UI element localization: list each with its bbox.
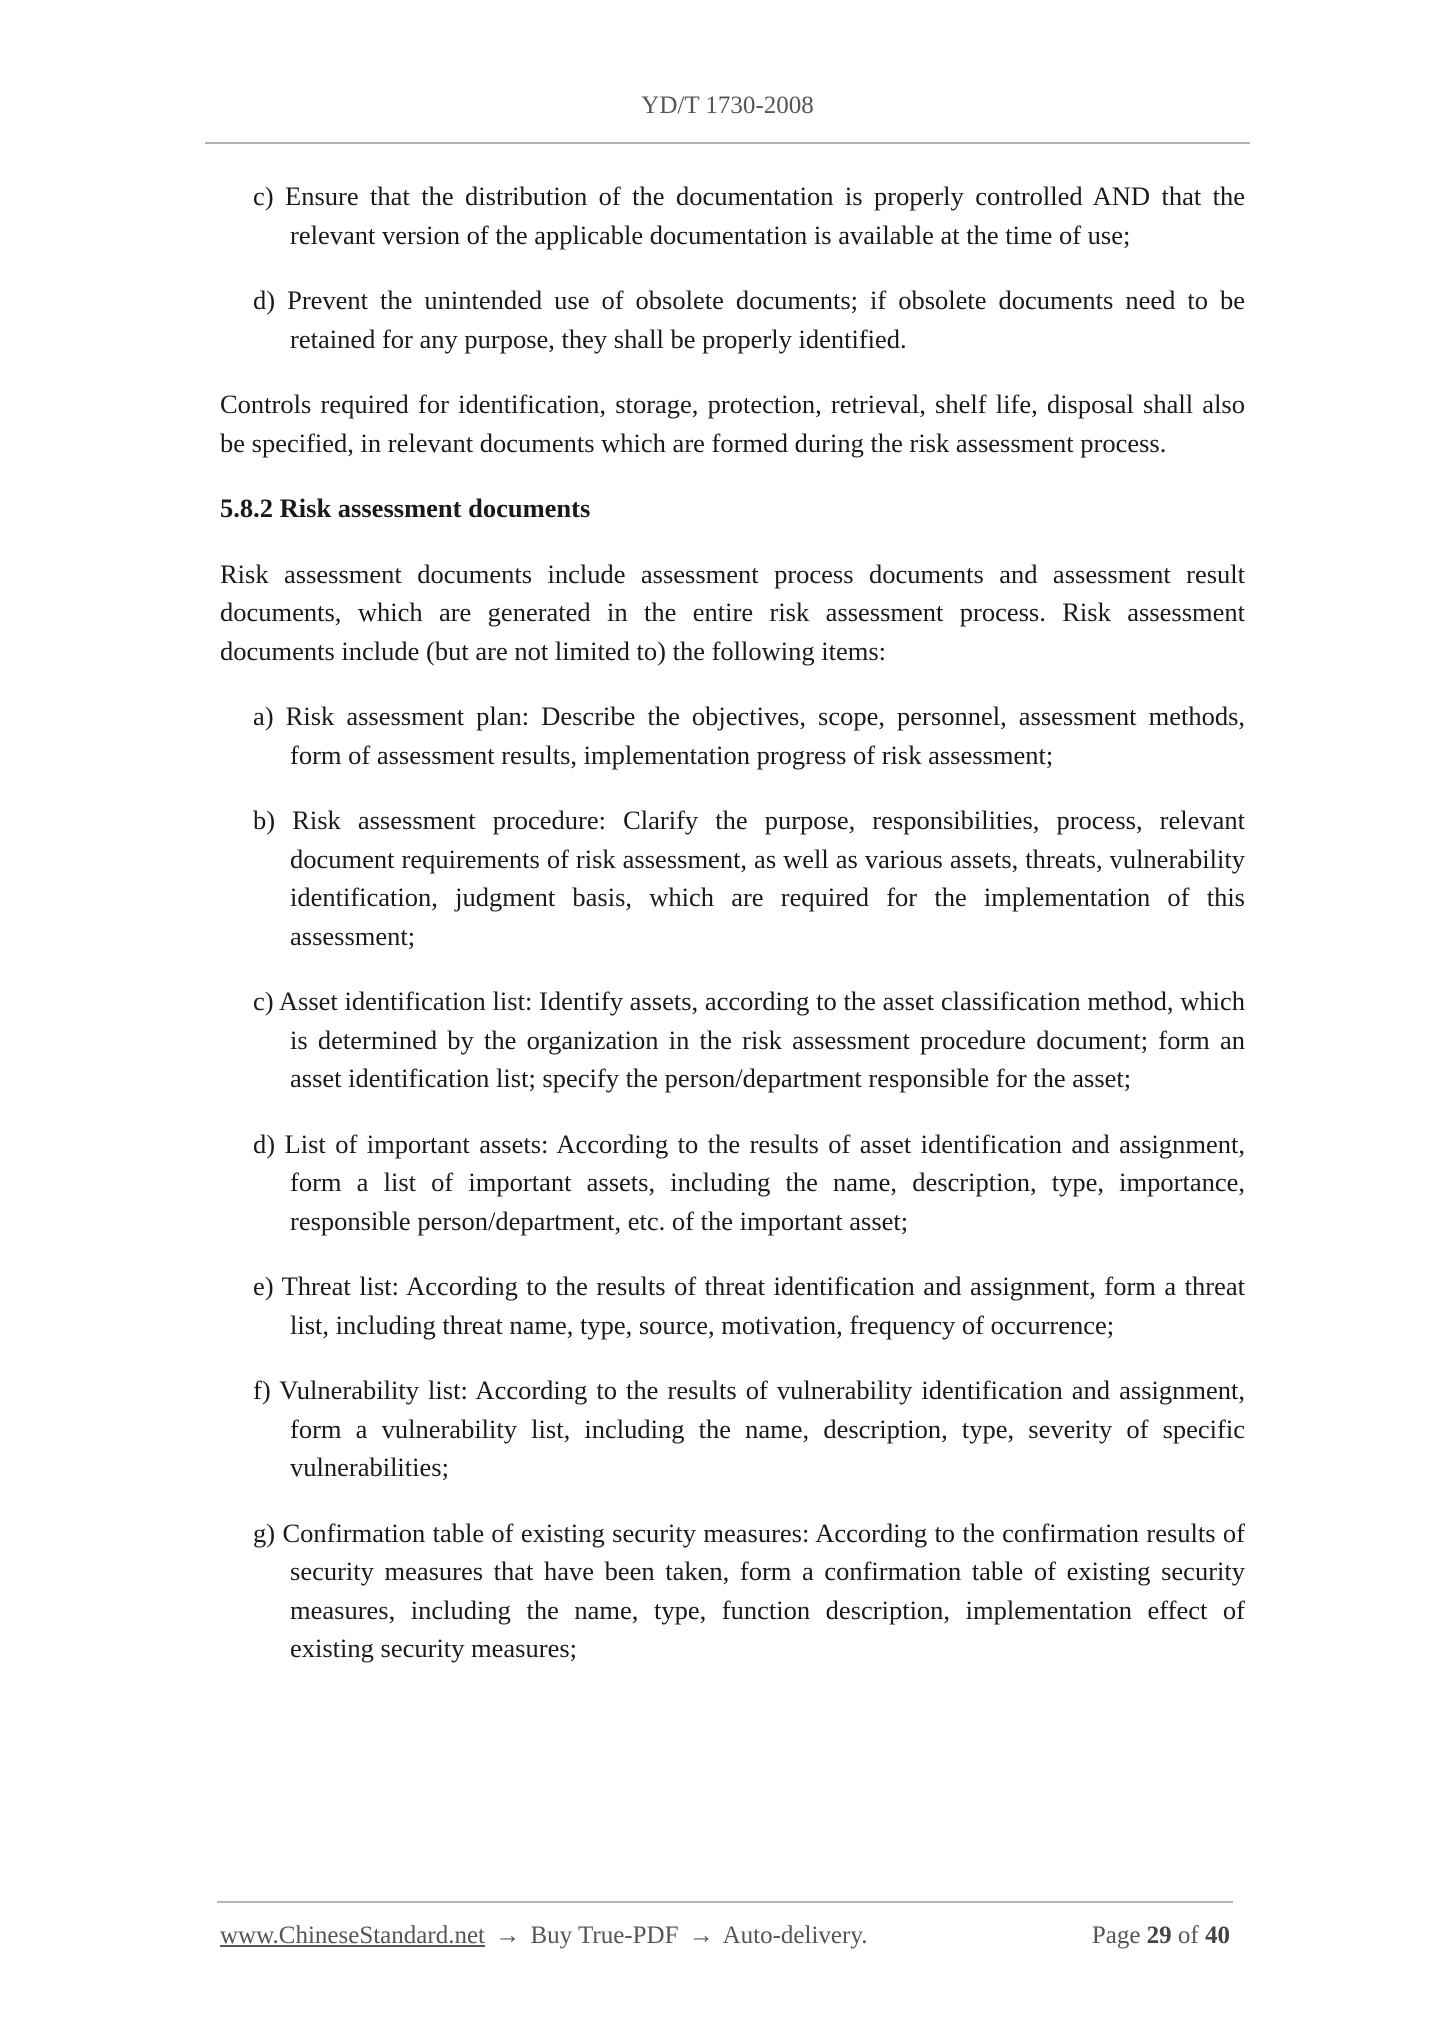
list-text: List of important assets: According to the results of asset identification and assignment, form a list of important assets, including the name, description, type, importance, responsible person/department, etc. of the important asset;	[284, 1128, 1245, 1236]
paragraph-intro: Risk assessment documents include assessment process documents and assessment result documents, which are generated in the entire risk assessment process. Risk assessment documents include (but are not limited to) the following items:	[220, 558, 1245, 666]
list-text: Vulnerability list: According to the results of vulnerability identification and assignment, form a vulnerability list, including the name, description, type, severity of specific vulnerabilities;	[279, 1375, 1245, 1482]
list-text: Prevent the unintended use of obsolete documents; if obsolete documents need to be retained for any purpose, they shall be properly identified.	[287, 285, 1245, 354]
website-link[interactable]: www.ChineseStandard.net	[220, 1922, 485, 1949]
list-item	[220, 1125, 1245, 1241]
list-item	[220, 1371, 1245, 1487]
list-text: Risk assessment plan: Describe the objectives, scope, personnel, assessment methods, form of assessment results, implementation progress of risk assessment;	[285, 701, 1246, 770]
list-label: c)	[253, 986, 274, 1016]
list-label: f)	[253, 1375, 271, 1405]
footer-step-delivery: Auto-delivery.	[722, 1922, 868, 1949]
arrow-right-icon: →	[495, 1922, 521, 1949]
list-label: d)	[253, 1128, 276, 1159]
list-item	[220, 801, 1245, 955]
page-word: Page	[1091, 1922, 1141, 1949]
list-text: Asset identification list: Identify assets, according to the asset classification method, which is determined by the organization in the risk assessment procedure document; form an asset identification list; specify the person/department responsible for the asset;	[278, 986, 1245, 1093]
document-header	[205, 92, 1250, 120]
section-heading: 5.8.2 Risk assessment documents	[220, 493, 591, 523]
header-divider	[205, 142, 1250, 144]
list-item	[220, 697, 1245, 774]
list-label: b)	[253, 805, 276, 835]
list-label: c)	[253, 181, 274, 211]
list-item	[220, 982, 1245, 1098]
list-text: Threat list: According to the results of threat identification and assignment, form a threat list, including threat name, type, source, motivation, frequency of occurrence;	[281, 1271, 1245, 1340]
list-text: Ensure that the distribution of the documentation is properly controlled AND that the relevant version of the applicable documentation is available at the time of use;	[285, 181, 1246, 250]
list-item	[220, 1514, 1245, 1668]
list-label: e)	[253, 1271, 274, 1301]
paragraph-controls: Controls required for identification, storage, protection, retrieval, shelf life, disposal shall also be specified, in relevant documents which are formed during the risk assessment process.	[220, 389, 1245, 458]
page-footer	[220, 1922, 1230, 1950]
list-item	[220, 1267, 1245, 1344]
footer-divider	[217, 1901, 1233, 1903]
footer-promo	[220, 1922, 867, 1950]
current-page: 29	[1146, 1922, 1172, 1949]
of-word: of	[1177, 1922, 1199, 1949]
list-label: a)	[253, 701, 274, 731]
list-item	[220, 281, 1245, 358]
list-text: Confirmation table of existing security measures: According to the confirmation results of security measures that have been taken, form a confirmation table of existing security measures, including the name, type, function description, implementation effect of existing security measures;	[282, 1517, 1245, 1663]
page-indicator	[1092, 1922, 1230, 1950]
list-item	[220, 177, 1245, 254]
document-code: YD/T 1730-2008	[641, 92, 814, 119]
list-label: g)	[253, 1517, 276, 1548]
list-label: d)	[253, 285, 276, 315]
footer-step-buy: Buy True-PDF	[530, 1922, 679, 1949]
arrow-right-icon: →	[688, 1922, 714, 1949]
page-content	[220, 177, 1245, 1695]
total-pages: 40	[1205, 1922, 1230, 1949]
list-text: Risk assessment procedure: Clarify the purpose, responsibilities, process, relevant document requirements of risk assessment, as well as various assets, threats, vulnerability identification, judgment basis, which are required for the implementation of this assessment;	[290, 805, 1245, 951]
